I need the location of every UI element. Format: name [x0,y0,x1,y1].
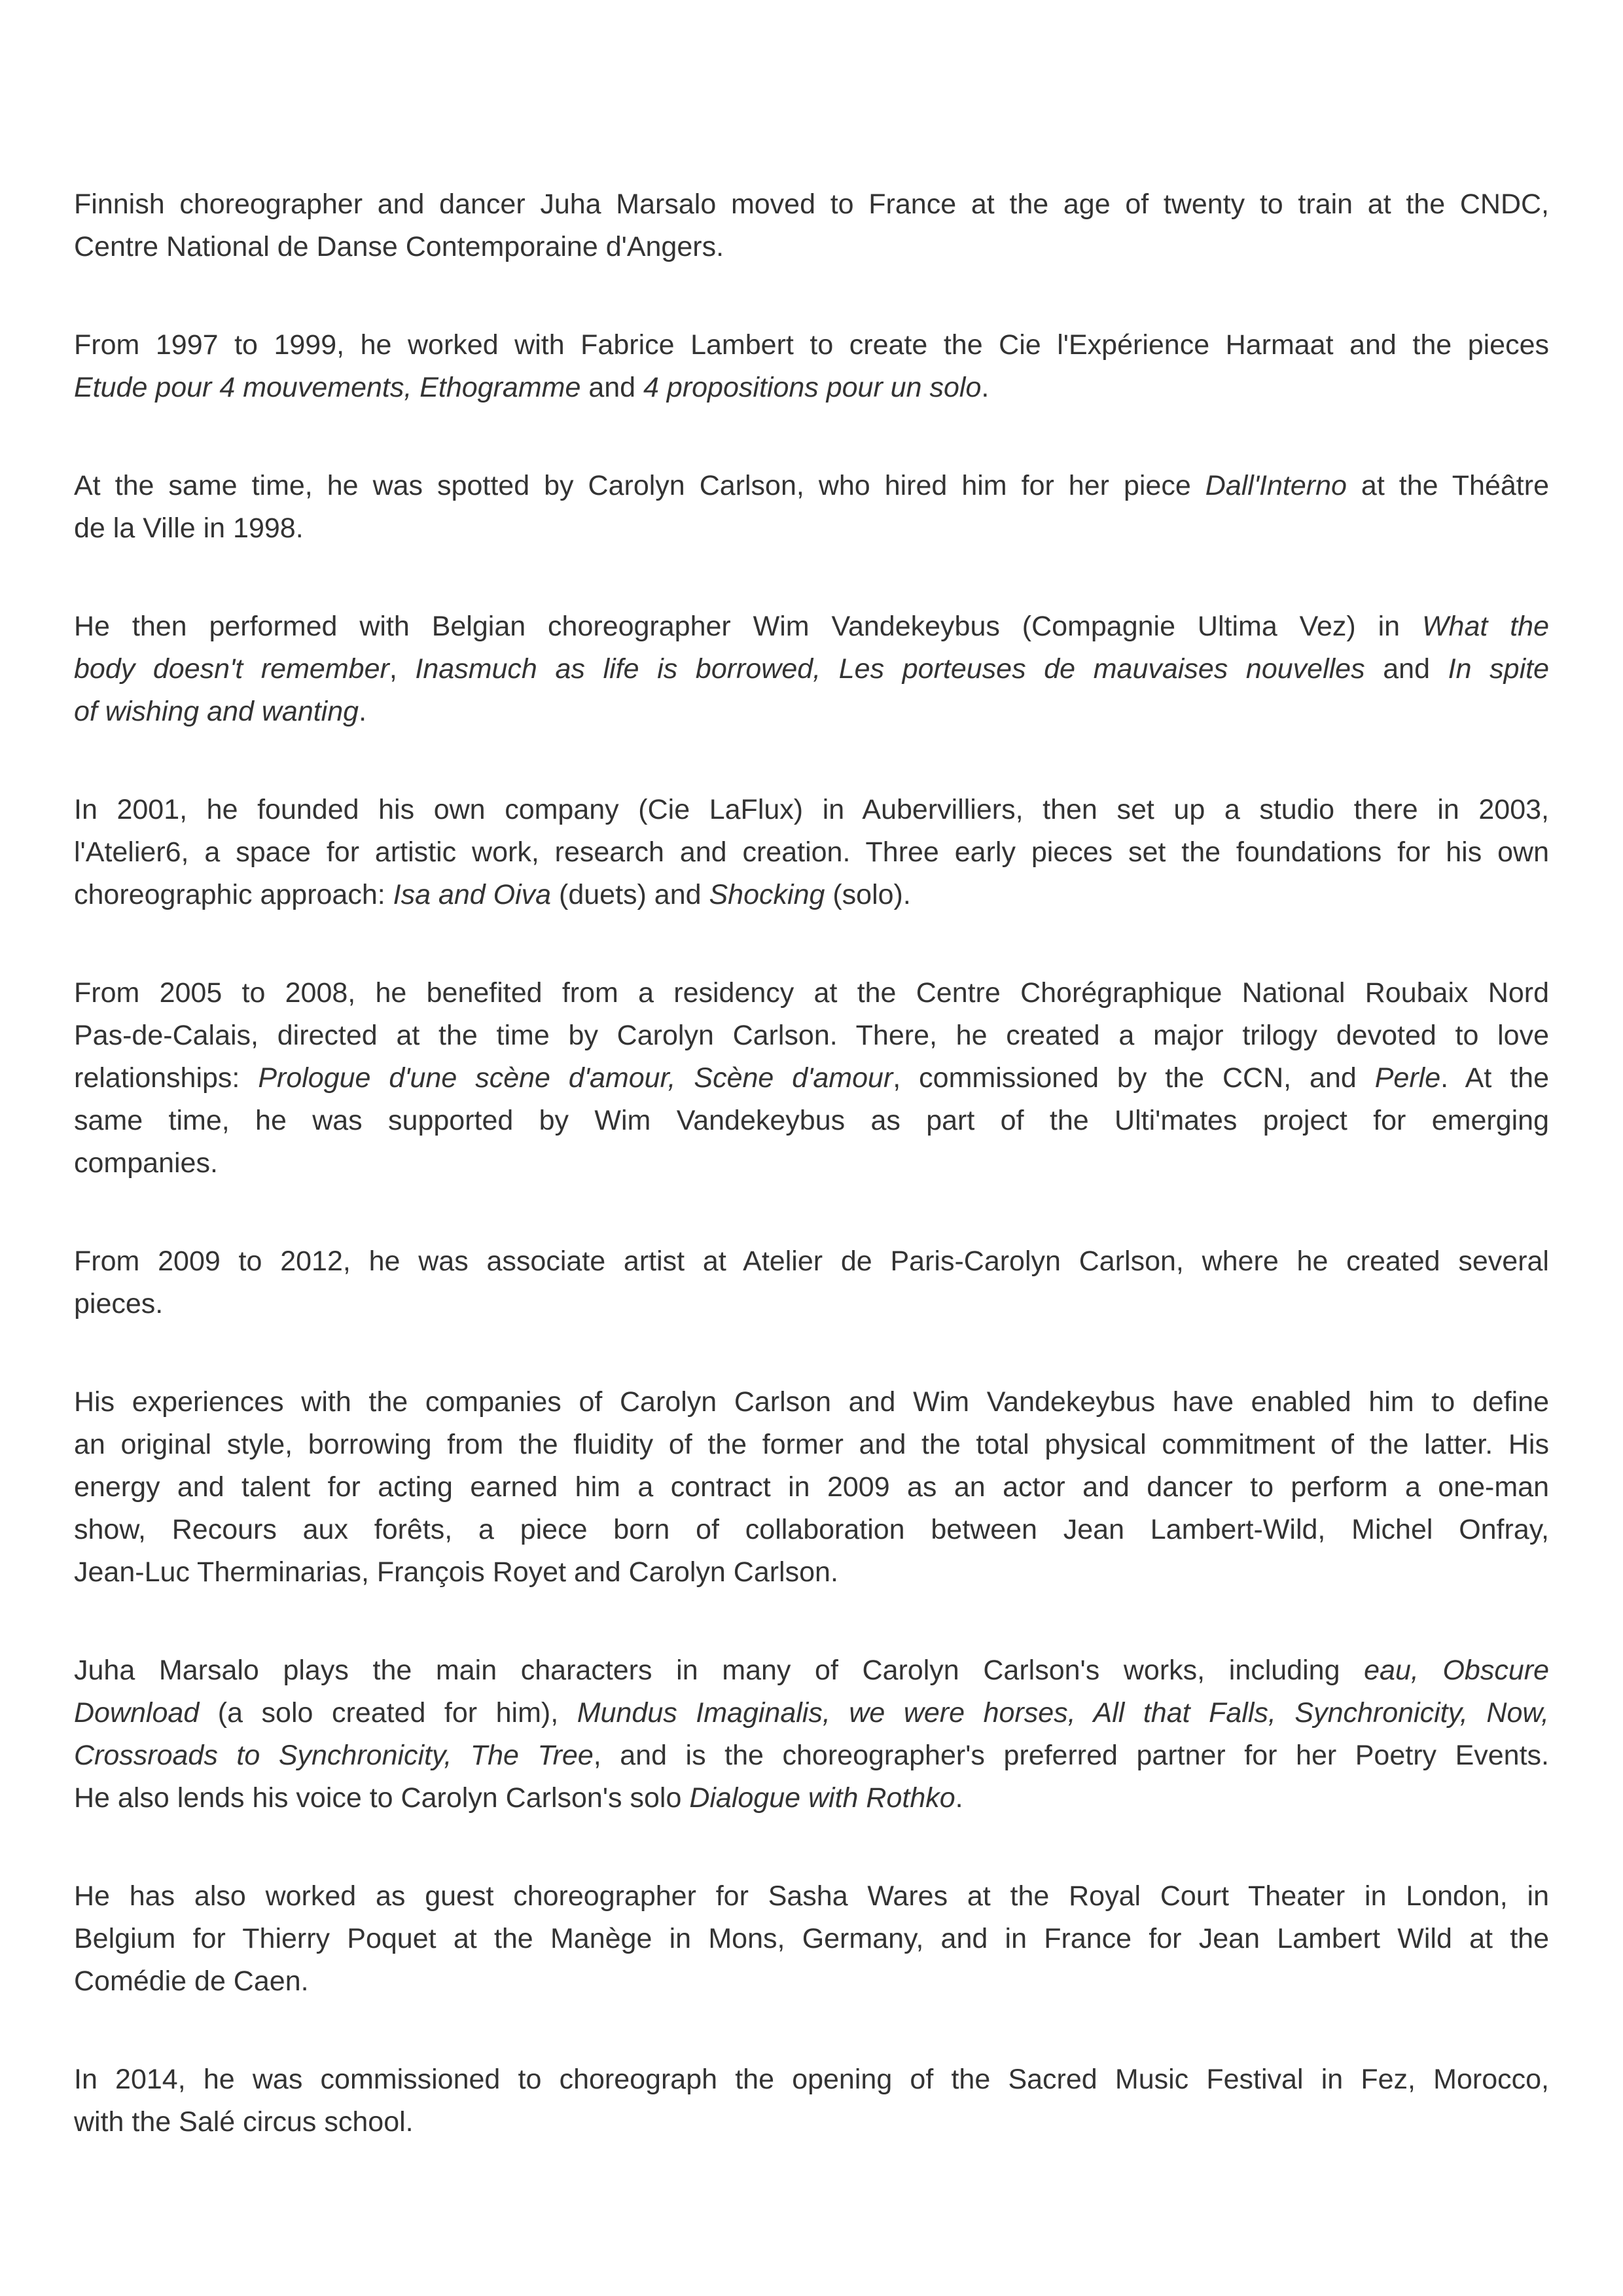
text-run: . At the [1440,1062,1550,1094]
text-run: From 2005 to 2008, he benefited from a residency at the Centre Chorégraphique National Roubaix Nord [74,977,1549,1009]
text-run: show, Recours aux forêts, a piece born of collaboration between Jean Lambert-Wild, Michel Onfray, [74,1514,1549,1545]
text-run: and [580,372,644,403]
text-run: choreographic approach: [74,879,393,910]
text-run: From 1997 to 1999, he worked with Fabrice Lambert to create the Cie l'Expérience Harmaat and the pieces [74,329,1549,361]
paragraph [74,1875,1549,2003]
italic-text-run: 4 propositions pour un solo [643,372,982,403]
text-run: energy and talent for acting earned him a contract in 2009 as an actor and dancer to perform a one-man [74,1471,1549,1503]
text-line [74,1381,1549,1424]
text-line [74,1692,1549,1734]
paragraph [74,1381,1549,1594]
text-run: He has also worked as guest choreographer for Sasha Wares at the Royal Court Theater in London, in [74,1880,1549,1912]
paragraph [74,324,1549,409]
text-run: (a solo created for him), [199,1697,577,1729]
text-line [74,1918,1549,1960]
text-run: relationships: [74,1062,259,1094]
text-run: . [359,696,367,727]
text-line [74,605,1549,648]
text-run: . [981,372,990,403]
italic-text-run: Shocking [709,879,825,910]
text-line [74,1142,1549,1185]
italic-text-run: of wishing and wanting [74,696,359,727]
text-line [74,648,1549,691]
text-line [74,324,1549,367]
text-run: Juha Marsalo plays the main characters in many of Carolyn Carlson's works, including [74,1655,1364,1686]
italic-text-run: Inasmuch as life is borrowed, Les porteuses de mauvaises nouvelles [415,653,1365,685]
text-run: same time, he was supported by Wim Vandekeybus as part of the Ulti'mates project for emerging [74,1105,1549,1136]
italic-text-run: What the [1421,611,1550,642]
paragraph [74,183,1549,268]
text-line [74,1960,1549,2003]
text-line [74,2101,1549,2144]
italic-text-run: In spite [1448,653,1550,685]
text-run: He then performed with Belgian choreographer Wim Vandekeybus (Compagnie Ultima Vez) in [74,611,1422,642]
text-run: , commissioned by the CCN, and [893,1062,1375,1094]
text-run: de la Ville in 1998. [74,512,304,544]
text-run: at the Théâtre [1346,470,1549,501]
italic-text-run: Etude pour 4 mouvements, Ethogramme [74,372,581,403]
text-run: He also lends his voice to Carolyn Carlson's solo [74,1782,690,1814]
text-run: with the Salé circus school. [74,2106,414,2138]
paragraph [74,789,1549,916]
paragraph [74,605,1549,733]
text-run: (solo). [825,879,911,910]
text-line [74,1014,1549,1057]
text-run: . [955,1782,963,1814]
text-run: pieces. [74,1288,164,1319]
text-run: Centre National de Danse Contemporaine d'Angers. [74,231,724,262]
text-run: , and is the choreographer's preferred partner for her Poetry Events. [593,1740,1549,1771]
paragraph [74,1240,1549,1325]
text-run: Jean-Luc Therminarias, François Royet and Carolyn Carlson. [74,1556,838,1588]
text-line [74,1777,1549,1820]
text-line [74,1734,1549,1777]
text-line [74,1551,1549,1594]
italic-text-run: Crossroads to Synchronicity, The Tree [74,1740,594,1771]
text-line [74,1424,1549,1466]
text-run: companies. [74,1147,218,1179]
text-line [74,2058,1549,2101]
text-line [74,1057,1549,1100]
paragraph [74,1649,1549,1820]
text-line [74,1649,1549,1692]
text-line [74,1240,1549,1283]
paragraph [74,2058,1549,2144]
text-run: and [1364,653,1448,685]
text-run: From 2009 to 2012, he was associate artist at Atelier de Paris-Carolyn Carlson, where he created several [74,1246,1549,1277]
text-run: (duets) and [551,879,709,910]
text-line [74,183,1549,226]
text-line [74,874,1549,916]
text-run: Comédie de Caen. [74,1965,309,1997]
text-run: Finnish choreographer and dancer Juha Marsalo moved to France at the age of twenty to train at the CNDC, [74,188,1549,220]
italic-text-run: body doesn't remember [74,653,389,685]
italic-text-run: Dialogue with Rothko [689,1782,955,1814]
paragraph [74,972,1549,1185]
text-line [74,1100,1549,1142]
text-run: an original style, borrowing from the fluidity of the former and the total physical commitment of the latter. His [74,1429,1549,1460]
text-run: His experiences with the companies of Carolyn Carlson and Wim Vandekeybus have enabled him to define [74,1386,1549,1418]
paragraph [74,465,1549,550]
text-line [74,226,1549,268]
italic-text-run: Dall'Interno [1205,470,1347,501]
italic-text-run: Perle [1374,1062,1441,1094]
text-line [74,465,1549,507]
text-line [74,1875,1549,1918]
text-line [74,1509,1549,1551]
italic-text-run: Isa and Oiva [393,879,552,910]
italic-text-run: Prologue d'une scène d'amour, Scène d'amour [258,1062,893,1094]
italic-text-run: eau, Obscure [1364,1655,1549,1686]
text-line [74,831,1549,874]
text-line [74,691,1549,733]
text-line [74,972,1549,1014]
text-line [74,789,1549,831]
text-run: Pas-de-Calais, directed at the time by Carolyn Carlson. There, he created a major trilogy devoted to love [74,1020,1549,1051]
text-run: In 2014, he was commissioned to choreograph the opening of the Sacred Music Festival in Fez, Morocco, [74,2064,1549,2095]
document-text [74,183,1549,2144]
text-run: At the same time, he was spotted by Carolyn Carlson, who hired him for her piece [74,470,1205,501]
text-line [74,1283,1549,1325]
text-line [74,1466,1549,1509]
text-run: l'Atelier6, a space for artistic work, research and creation. Three early pieces set the foundations for his own [74,836,1549,868]
text-run: In 2001, he founded his own company (Cie LaFlux) in Aubervilliers, then set up a studio there in 2003, [74,794,1549,825]
italic-text-run: Mundus Imaginalis, we were horses, All that Falls, Synchronicity, Now, [577,1697,1549,1729]
text-line [74,507,1549,550]
text-line [74,367,1549,409]
text-run: , [389,653,416,685]
text-run: Belgium for Thierry Poquet at the Manège in Mons, Germany, and in France for Jean Lambert Wild at the [74,1923,1549,1954]
italic-text-run: Download [74,1697,200,1729]
